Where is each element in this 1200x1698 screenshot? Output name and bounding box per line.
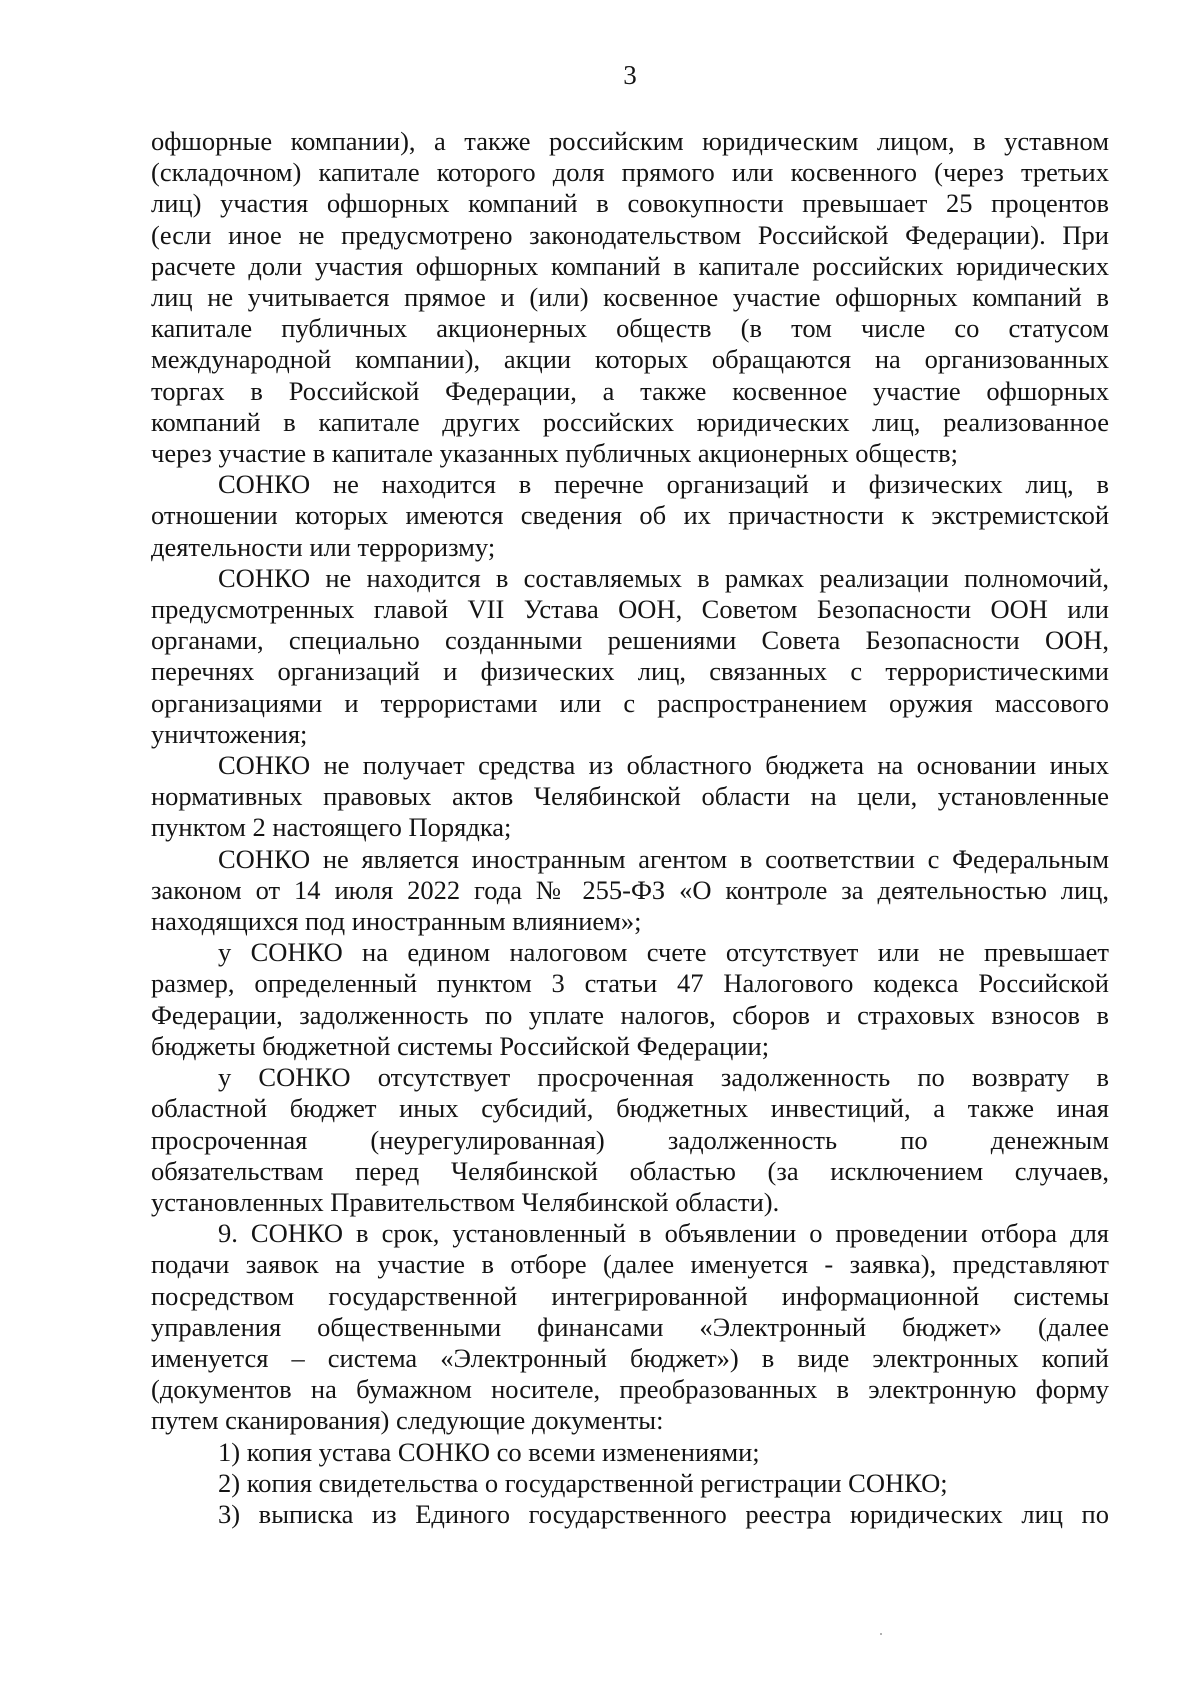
text-line: через участие в капитале указанных публичных акционерных обществ; — [151, 438, 959, 469]
text-line: лиц не учитывается прямое и (или) косвенное участие офшорных компаний в — [151, 282, 1109, 313]
text-line: областной бюджет иных субсидий, бюджетных инвестиций, а также иная — [151, 1093, 1109, 1124]
text-line: расчете доли участия офшорных компаний в капитале российских юридических — [151, 250, 1109, 281]
text-line: отношении которых имеются сведения об их причастности к экстремистской — [151, 500, 1109, 531]
text-line: установленных Правительством Челябинской области). — [151, 1186, 780, 1217]
text-line: капитале публичных акционерных обществ (в том числе со статусом — [151, 313, 1109, 344]
text-line: перечнях организаций и физических лиц, связанных с террористическими — [151, 656, 1109, 687]
text-line: предусмотренных главой VII Устава ООН, Советом Безопасности ООН или — [151, 594, 1109, 625]
text-line: именуется – система «Электронный бюджет») в виде электронных копий — [151, 1342, 1109, 1373]
text-line: уничтожения; — [151, 718, 308, 749]
text-line: Федерации, задолженность по уплате налогов, сборов и страховых взносов в — [151, 999, 1109, 1030]
text-line: нормативных правовых актов Челябинской области на цели, установленные — [151, 781, 1109, 812]
text-line: (если иное не предусмотрено законодательством Российской Федерации). При — [151, 219, 1109, 250]
text-line: обязательствам перед Челябинской областью (за исключением случаев, — [151, 1155, 1109, 1186]
text-line: лиц) участия офшорных компаний в совокупности превышает 25 процентов — [151, 188, 1109, 219]
text-line: 1) копия устава СОНКО со всеми изменениями; — [218, 1436, 760, 1467]
text-line: СОНКО не получает средства из областного бюджета на основании иных — [218, 750, 1109, 781]
text-line: 2) копия свидетельства о государственной регистрации СОНКО; — [218, 1467, 948, 1498]
text-line: 3) выписка из Единого государственного реестра юридических лиц по — [218, 1498, 1109, 1529]
text-line: законом от 14 июля 2022 года № 255-ФЗ «О контроле за деятельностью лиц, — [151, 874, 1109, 905]
text-line: (документов на бумажном носителе, преобразованных в электронную форму — [151, 1374, 1109, 1405]
page-number: 3 — [623, 60, 637, 90]
text-line: у СОНКО на едином налоговом счете отсутствует или не превышает — [218, 937, 1109, 968]
text-line: СОНКО не является иностранным агентом в соответствии с Федеральным — [218, 843, 1109, 874]
scan-speck — [880, 1633, 882, 1635]
text-line: просроченная (неурегулированная) задолженность по денежным — [151, 1124, 1109, 1155]
text-line: находящихся под иностранным влиянием»; — [151, 906, 642, 937]
text-line: путем сканирования) следующие документы: — [151, 1405, 664, 1436]
text-line: международной компании), акции которых обращаются на организованных — [151, 344, 1109, 375]
text-line: управления общественными финансами «Электронный бюджет» (далее — [151, 1311, 1109, 1342]
text-line: (складочном) капитале которого доля прямого или косвенного (через третьих — [151, 157, 1109, 188]
text-line: компаний в капитале других российских юридических лиц, реализованное — [151, 406, 1109, 437]
text-line: СОНКО не находится в перечне организаций и физических лиц, в — [218, 469, 1109, 500]
text-line: СОНКО не находится в составляемых в рамках реализации полномочий, — [218, 562, 1109, 593]
text-line: органами, специально созданными решениями Совета Безопасности ООН, — [151, 625, 1109, 656]
text-line: 9. СОНКО в срок, установленный в объявлении о проведении отбора для — [218, 1218, 1109, 1249]
text-line: размер, определенный пунктом 3 статьи 47 Налогового кодекса Российской — [151, 968, 1109, 999]
text-line: торгах в Российской Федерации, а также косвенное участие офшорных — [151, 375, 1109, 406]
text-line: у СОНКО отсутствует просроченная задолженность по возврату в — [218, 1062, 1109, 1093]
text-line: организациями и террористами или с распространением оружия массового — [151, 687, 1109, 718]
text-line: посредством государственной интегрированной информационной системы — [151, 1280, 1109, 1311]
text-line: подачи заявок на участие в отборе (далее именуется - заявка), представляют — [151, 1249, 1109, 1280]
text-line: офшорные компании), а также российским юридическим лицом, в уставном — [151, 126, 1109, 156]
text-line: деятельности или терроризму; — [151, 531, 496, 562]
text-line: пунктом 2 настоящего Порядка; — [151, 812, 512, 843]
text-line: бюджеты бюджетной системы Российской Федерации; — [151, 1030, 770, 1061]
document-body — [151, 126, 1109, 1530]
